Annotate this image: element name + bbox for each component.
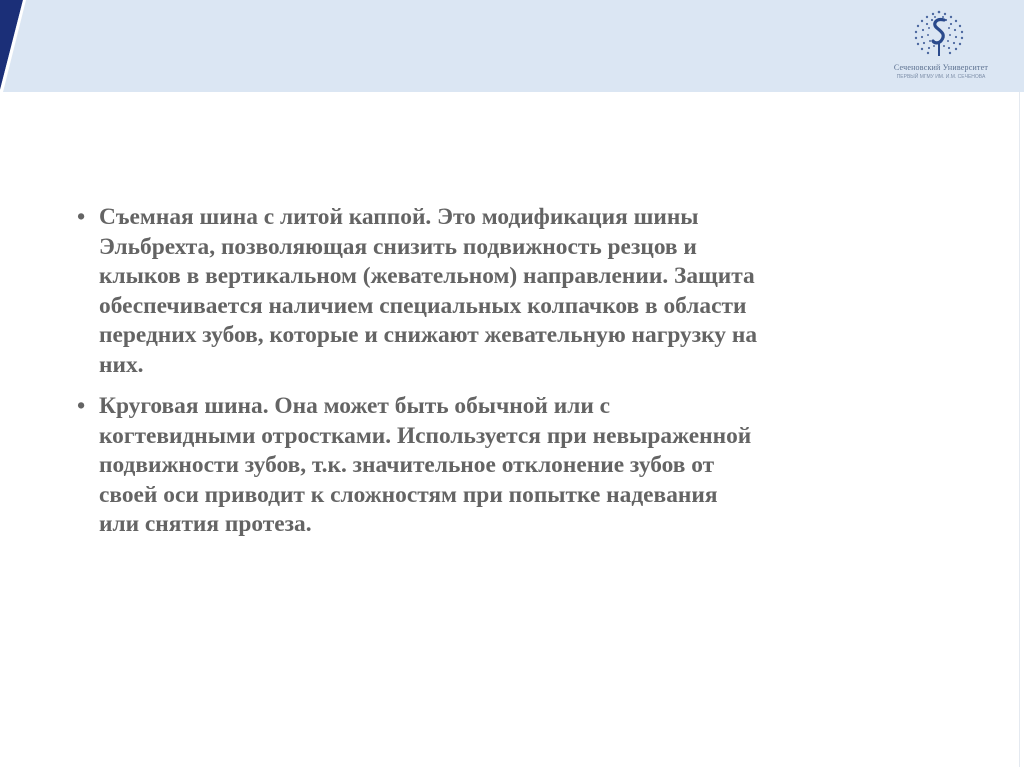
bullet-line: когтевидными отростками. Используется при невыраженной <box>99 422 752 449</box>
bullet-line: передних зубов, которые и снижают жевательную нагрузку на <box>99 322 758 348</box>
bullet-line: Съемная шина с литой каппой. Это модификация шины <box>99 204 699 230</box>
right-edge-rule <box>1019 92 1020 767</box>
corner-stripe-decoration <box>0 0 60 100</box>
bullet-marker: • <box>77 204 86 230</box>
bullet-line: Эльбрехта, позволяющая снизить подвижность резцов и <box>99 233 697 260</box>
bullet-list <box>75 203 955 552</box>
bullet-item <box>75 203 955 380</box>
bullet-line: Круговая шина. Она может быть обычной или с <box>99 393 611 419</box>
university-name: Сеченовский Университет <box>893 63 989 72</box>
bullet-line: них. <box>99 351 144 378</box>
university-tagline: ПЕРВЫЙ МГМУ ИМ. И.М. СЕЧЕНОВА <box>896 74 986 80</box>
bullet-marker: • <box>77 393 86 419</box>
header-band <box>0 0 1024 92</box>
university-emblem-icon <box>906 8 972 58</box>
bullet-line: обеспечивается наличием специальных колпачков в области <box>99 292 747 319</box>
bullet-line: или снятия протеза. <box>99 511 312 537</box>
bullet-line: своей оси приводит к сложностям при попытке надевания <box>99 481 718 508</box>
bullet-item <box>75 392 955 540</box>
bullet-line: подвижности зубов, т.к. значительное отклонение зубов от <box>99 452 715 478</box>
bullet-line: клыков в вертикальном (жевательном) направлении. Защита <box>99 263 755 289</box>
university-logo <box>876 8 1006 88</box>
